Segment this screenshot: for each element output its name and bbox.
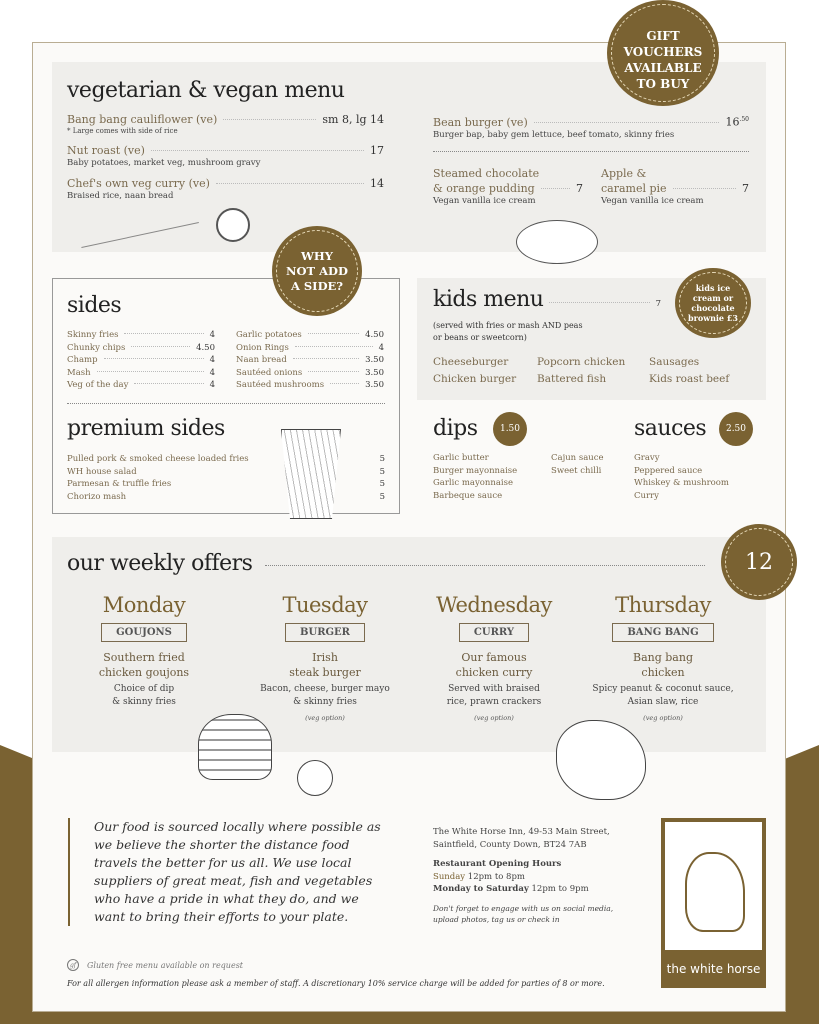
side-item: Chorizo mash 5 bbox=[67, 491, 385, 502]
dip-item: Burger mayonnaise bbox=[433, 465, 518, 476]
side-price: 4 bbox=[209, 380, 215, 390]
gluten-free-icon: gf bbox=[67, 959, 79, 971]
side-price: 4 bbox=[209, 367, 215, 378]
side-item: WH house salad 5 bbox=[67, 466, 385, 477]
side-item: Sautéed onions 3.50 bbox=[236, 367, 384, 378]
tomato-slice-illustration-icon bbox=[297, 760, 333, 796]
veg-title: vegetarian & vegan menu bbox=[67, 78, 345, 103]
side-item: Onion Rings 4 bbox=[236, 342, 384, 353]
gift-vouchers-badge: GIFT VOUCHERS AVAILABLE TO BUY bbox=[607, 0, 719, 106]
day-name: Thursday bbox=[615, 593, 711, 617]
side-price: 5 bbox=[379, 491, 385, 502]
side-price: 4 bbox=[209, 355, 215, 365]
gluten-note: gf Gluten free menu available on request bbox=[67, 959, 243, 971]
dip-item: Cajun sauce bbox=[551, 453, 604, 463]
item-desc: Baby potatoes, market veg, mushroom gravy bbox=[67, 158, 261, 168]
side-item: Skinny fries 4 bbox=[67, 330, 215, 340]
social-note: Don't forget to engage with us on social media, upload photos, tag us or check in bbox=[433, 903, 614, 924]
sauce-item: Whiskey & mushroom bbox=[634, 478, 729, 488]
side-price: 4 bbox=[209, 330, 215, 340]
sauce-item: Peppered sauce bbox=[634, 465, 703, 476]
offer-tag: CURRY bbox=[459, 623, 529, 642]
dessert-item: Steamed chocolate & orange pudding 7 Vegan vanilla ice cream bbox=[433, 167, 583, 206]
side-item: Parmesan & truffle fries 5 bbox=[67, 479, 385, 489]
bean-burger: Bean burger (ve) $16^{.50}$ Burger bap, baby gem lettuce, beef tomato, skinny fries bbox=[433, 115, 749, 140]
tomato-illustration-icon bbox=[216, 208, 250, 242]
pie-illustration-icon bbox=[516, 220, 598, 264]
dip-item: Barbeque sauce bbox=[433, 490, 503, 501]
dips-list-2 bbox=[551, 452, 604, 477]
side-item: Naan bread 3.50 bbox=[236, 355, 384, 365]
sauces-title: sauces bbox=[634, 416, 707, 441]
why-not-add-side-badge: WHY NOT ADD A SIDE? bbox=[272, 226, 362, 316]
offer-tag: BURGER bbox=[285, 623, 365, 642]
veg-option-note: (veg option) bbox=[474, 714, 514, 722]
side-item: Chunky chips 4.50 bbox=[67, 342, 215, 353]
day-name: Monday bbox=[102, 593, 186, 617]
hours-title: Restaurant Opening Hours bbox=[433, 859, 562, 869]
kids-item: Cheeseburger bbox=[433, 356, 509, 368]
day-name: Tuesday bbox=[282, 593, 368, 617]
item-desc: Braised rice, naan bread bbox=[67, 191, 174, 201]
side-price: 5 bbox=[379, 454, 385, 464]
offers-price-badge: 12 bbox=[721, 524, 797, 600]
side-price: 5 bbox=[379, 466, 385, 477]
offer-tag: GOUJONS bbox=[101, 623, 187, 642]
sides-col-1 bbox=[67, 329, 215, 392]
kids-item: Sausages bbox=[649, 356, 700, 368]
divider bbox=[265, 565, 705, 566]
offers-panel bbox=[52, 537, 766, 752]
kids-items bbox=[433, 354, 753, 387]
menu-item: Bang bang cauliflower (ve) sm 8, lg 14 bbox=[67, 113, 384, 126]
offer-thursday: Thursday BANG BANG Bang bang chicken Spicy peanut & coconut sauce, Asian slaw, rice (veg option) bbox=[583, 593, 743, 722]
side-price: 4.50 bbox=[196, 342, 215, 353]
sauces-list bbox=[634, 452, 729, 502]
side-price: 4.50 bbox=[365, 330, 384, 340]
address-line: The White Horse Inn, 49-53 Main Street, bbox=[433, 827, 610, 837]
dip-item: Garlic butter bbox=[433, 453, 489, 463]
kids-item: Battered fish bbox=[537, 372, 607, 385]
side-price: 3.50 bbox=[365, 367, 384, 378]
item-note: * Large comes with side of rice bbox=[67, 127, 178, 135]
dips-price-badge: 1.50 bbox=[493, 412, 527, 446]
side-item: Champ 4 bbox=[67, 355, 215, 365]
sauces-price-badge: 2.50 bbox=[719, 412, 753, 446]
divider bbox=[433, 151, 749, 152]
offer-tuesday: Tuesday BURGER Irish steak burger Bacon, cheese, burger mayo & skinny fries (veg option) bbox=[245, 593, 405, 722]
dip-item: Garlic mayonnaise bbox=[433, 478, 513, 488]
sides-col-2 bbox=[236, 329, 384, 392]
kids-note: (served with fries or mash AND peas or beans or sweetcorn) bbox=[433, 321, 583, 342]
address-line: Saintfield, County Down, BT24 7AB bbox=[433, 839, 587, 850]
side-item: Sautéed mushrooms 3.50 bbox=[236, 380, 384, 390]
burger-illustration-icon bbox=[198, 714, 272, 780]
side-price: 3.50 bbox=[365, 355, 384, 365]
offer-wednesday: Wednesday CURRY Our famous chicken curry Served with braised rice, prawn crackers (veg option) bbox=[414, 593, 574, 722]
menu-item: Nut roast (ve) 17 bbox=[67, 144, 384, 157]
side-item: Pulled pork & smoked cheese loaded fries 5 bbox=[67, 454, 385, 464]
kids-dessert-badge: kids ice cream or chocolate brownie £3 bbox=[675, 268, 751, 338]
kids-title: kids menu bbox=[433, 287, 544, 312]
sauce-item: Gravy bbox=[634, 453, 660, 463]
divider bbox=[67, 403, 385, 404]
veg-option-note: (veg option) bbox=[643, 714, 683, 722]
sides-title: sides bbox=[67, 293, 122, 318]
kids-item: Chicken burger bbox=[433, 372, 517, 385]
side-item: Garlic potatoes 4.50 bbox=[236, 330, 384, 340]
side-price: 5 bbox=[379, 479, 385, 489]
menu-item: Chef's own veg curry (ve) 14 bbox=[67, 177, 384, 190]
veg-left-list bbox=[67, 112, 384, 209]
offers-title: our weekly offers bbox=[67, 551, 253, 576]
offer-monday: Monday GOUJONS Southern fried chicken goujons Choice of dip & skinny fries bbox=[64, 593, 224, 708]
kids-item: Kids roast beef bbox=[649, 372, 730, 385]
day-name: Wednesday bbox=[436, 593, 552, 617]
sauce-item: Curry bbox=[634, 490, 659, 501]
white-horse-logo: the white horse bbox=[661, 818, 766, 988]
veg-option-note: (veg option) bbox=[305, 714, 345, 722]
side-price: 3.50 bbox=[365, 380, 384, 390]
premium-sides-title: premium sides bbox=[67, 416, 225, 441]
allergen-note: For all allergen information please ask a member of staff. A discretionary 10% service charge will be added for parties of 8 or more. bbox=[67, 979, 605, 988]
side-price: 4 bbox=[378, 342, 384, 353]
sides-box bbox=[52, 278, 400, 514]
dips-title: dips bbox=[433, 416, 478, 441]
dessert-item: Apple & caramel pie 7 Vegan vanilla ice cream bbox=[601, 167, 749, 206]
kids-item: Popcorn chicken bbox=[537, 356, 626, 368]
offer-tag: BANG BANG bbox=[612, 623, 713, 642]
kids-price: 7 bbox=[655, 299, 661, 309]
fries-illustration-icon bbox=[281, 429, 341, 519]
address-hours: The White Horse Inn, 49-53 Main Street, Saintfield, County Down, BT24 7AB Restaurant Opening Hours Sunday 12pm to 8pm Monday to Saturday 12pm to 9pm Don't forget to engage with us on social media, upload photos, tag us or check in bbox=[433, 826, 623, 926]
side-item: Mash 4 bbox=[67, 367, 215, 378]
sourcing-statement: Our food is sourced locally where possible as we believe the shorter the distance food travels the better for us all. We use local suppliers of great meat, fish and vegetables who have a pride in what they do, and we want to bring their efforts to your plate. bbox=[68, 818, 388, 926]
dips-list bbox=[433, 452, 517, 502]
dip-item: Sweet chilli bbox=[551, 465, 602, 476]
side-item: Veg of the day 4 bbox=[67, 380, 215, 390]
